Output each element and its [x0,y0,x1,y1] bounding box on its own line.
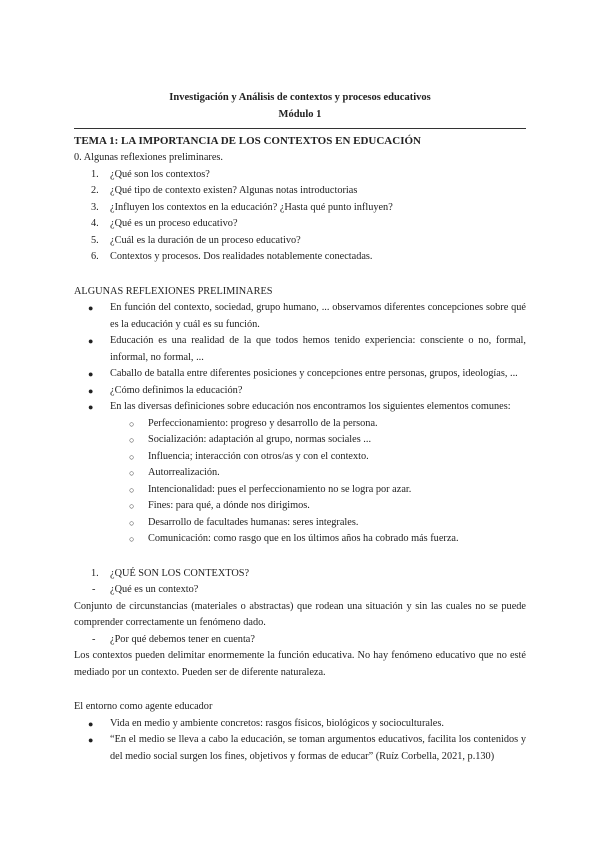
environment-list [74,716,526,766]
element-item: ○ Autorrealización. [74,465,526,482]
circle-bullet-icon: ○ [129,468,135,478]
element-item: ○ Socialización: adaptación al grupo, normas sociales ... [74,432,526,449]
reflection-item: ● ¿Cómo definimos la educación? [74,383,526,400]
topic-title: TEMA 1: LA IMPORTANCIA DE LOS CONTEXTOS EN EDUCACIÓN [74,135,421,147]
index-text: ¿Qué es un proceso educativo? [110,218,238,229]
index-text: Contextos y procesos. Dos realidades notablemente conectadas. [110,251,373,262]
dash-icon: - [92,633,96,645]
bullet-icon: ● [88,718,94,729]
index-number: 4. [91,218,99,229]
index-number: 1. [91,168,99,180]
bullet-icon: ● [88,336,94,346]
element-item: ○ Perfeccionamiento: progreso y desarrollo de la persona. [74,416,526,433]
index-item [74,200,526,217]
section-title: ¿QUÉ SON LOS CONTEXTOS? [110,567,250,579]
index-item [74,183,526,200]
circle-bullet-icon: ○ [129,501,135,511]
index-text: ¿Influyen los contextos en la educación? ¿Hasta qué punto influyen? [110,201,393,213]
reflection-item: ● Caballo de batalla entre diferentes posiciones y concepciones entre personas, grupos, ideologías, ... [74,366,526,383]
topic-index-list [74,167,526,266]
reflections-list [74,300,526,416]
section-1-heading [74,566,526,583]
index-text: ¿Qué son los contextos? [110,168,210,180]
bullet-icon: ● [88,303,94,313]
dash-icon: - [92,584,96,595]
header-divider [74,128,526,129]
index-number: 3. [91,201,99,213]
reflection-item: ● En función del contexto, sociedad, grupo humano, ... observamos diferentes concepciones sobre qué es la educación y cuál es su función. [88,302,526,330]
element-item: ○ Desarrollo de facultades humanas: seres integrales. [74,515,526,532]
index-item [74,249,526,266]
context-definition: Conjunto de circunstancias (materiales o abstractas) que rodean una situación y sin las cuales no se puede comprender correctamente un fenómeno dado. [74,600,526,628]
bullet-icon: ● [88,369,94,379]
bullet-icon: ● [88,385,94,396]
module-label: Módulo 1 [278,109,322,120]
document-title: Investigación y Análisis de contextos y procesos educativos [169,92,431,103]
circle-bullet-icon: ○ [129,451,135,462]
context-explanation: Los contextos pueden delimitar enormemente la función educativa. No hay fenómeno educativo que no esté mediado por un contexto. Pueden ser de diferente naturaleza. [74,650,526,678]
intro-heading: 0. Algunas reflexiones preliminares. [74,152,223,163]
index-item [74,233,526,250]
common-elements-list [74,416,526,548]
page-content [74,89,526,765]
reflection-item: ● Educación es una realidad de la que todos hemos tenido experiencia: consciente o no, formal, informal, no formal, ... [88,335,526,363]
circle-bullet-icon: ○ [129,534,135,544]
index-number: 6. [91,251,99,262]
index-number: 2. [91,185,99,196]
reflections-heading: ALGUNAS REFLEXIONES PRELIMINARES [74,285,273,297]
element-item: ○ Intencionalidad: pues el perfeccionamiento no se logra por azar. [74,482,526,499]
section-number: 1. [91,567,99,579]
circle-bullet-icon: ○ [129,517,135,528]
element-item: ○ Fines: para qué, a dónde nos dirigimos. [74,498,526,515]
circle-bullet-icon: ○ [129,435,135,445]
index-text: ¿Cuál es la duración de un proceso educativo? [110,234,301,246]
element-item: ○ Comunicación: como rasgo que en los últimos años ha cobrado más fuerza. [74,531,526,548]
element-item: ○ Influencia; interacción con otros/as y con el contexto. [74,449,526,466]
environment-heading: El entorno como agente educador [74,701,213,712]
index-text: ¿Qué tipo de contexto existen? Algunas notas introductorias [110,185,358,196]
bullet-icon: ● [88,735,94,745]
bullet-icon: ● [88,402,94,412]
question-what-is-context: - ¿Qué es un contexto? [74,582,526,599]
circle-bullet-icon: ○ [129,484,135,495]
environment-item: ● Vida en medio y ambiente concretos: rasgos físicos, biológicos y socioculturales. [74,716,526,733]
circle-bullet-icon: ○ [129,418,135,429]
index-number: 5. [91,234,99,246]
question-why-consider: - ¿Por qué debemos tener en cuenta? [74,632,526,649]
environment-item: ● “En el medio se lleva a cabo la educación, se toman argumentos educativos, facilita los contenidos y del medio social surgen los fines, objetivos y formas de educar” (Ruíz Corbella, 2021, p.130) [88,734,526,762]
index-item [74,167,526,184]
reflection-item: ● En las diversas definiciones sobre educación nos encontramos los siguientes elementos comunes: [74,399,526,416]
index-item [74,216,526,233]
